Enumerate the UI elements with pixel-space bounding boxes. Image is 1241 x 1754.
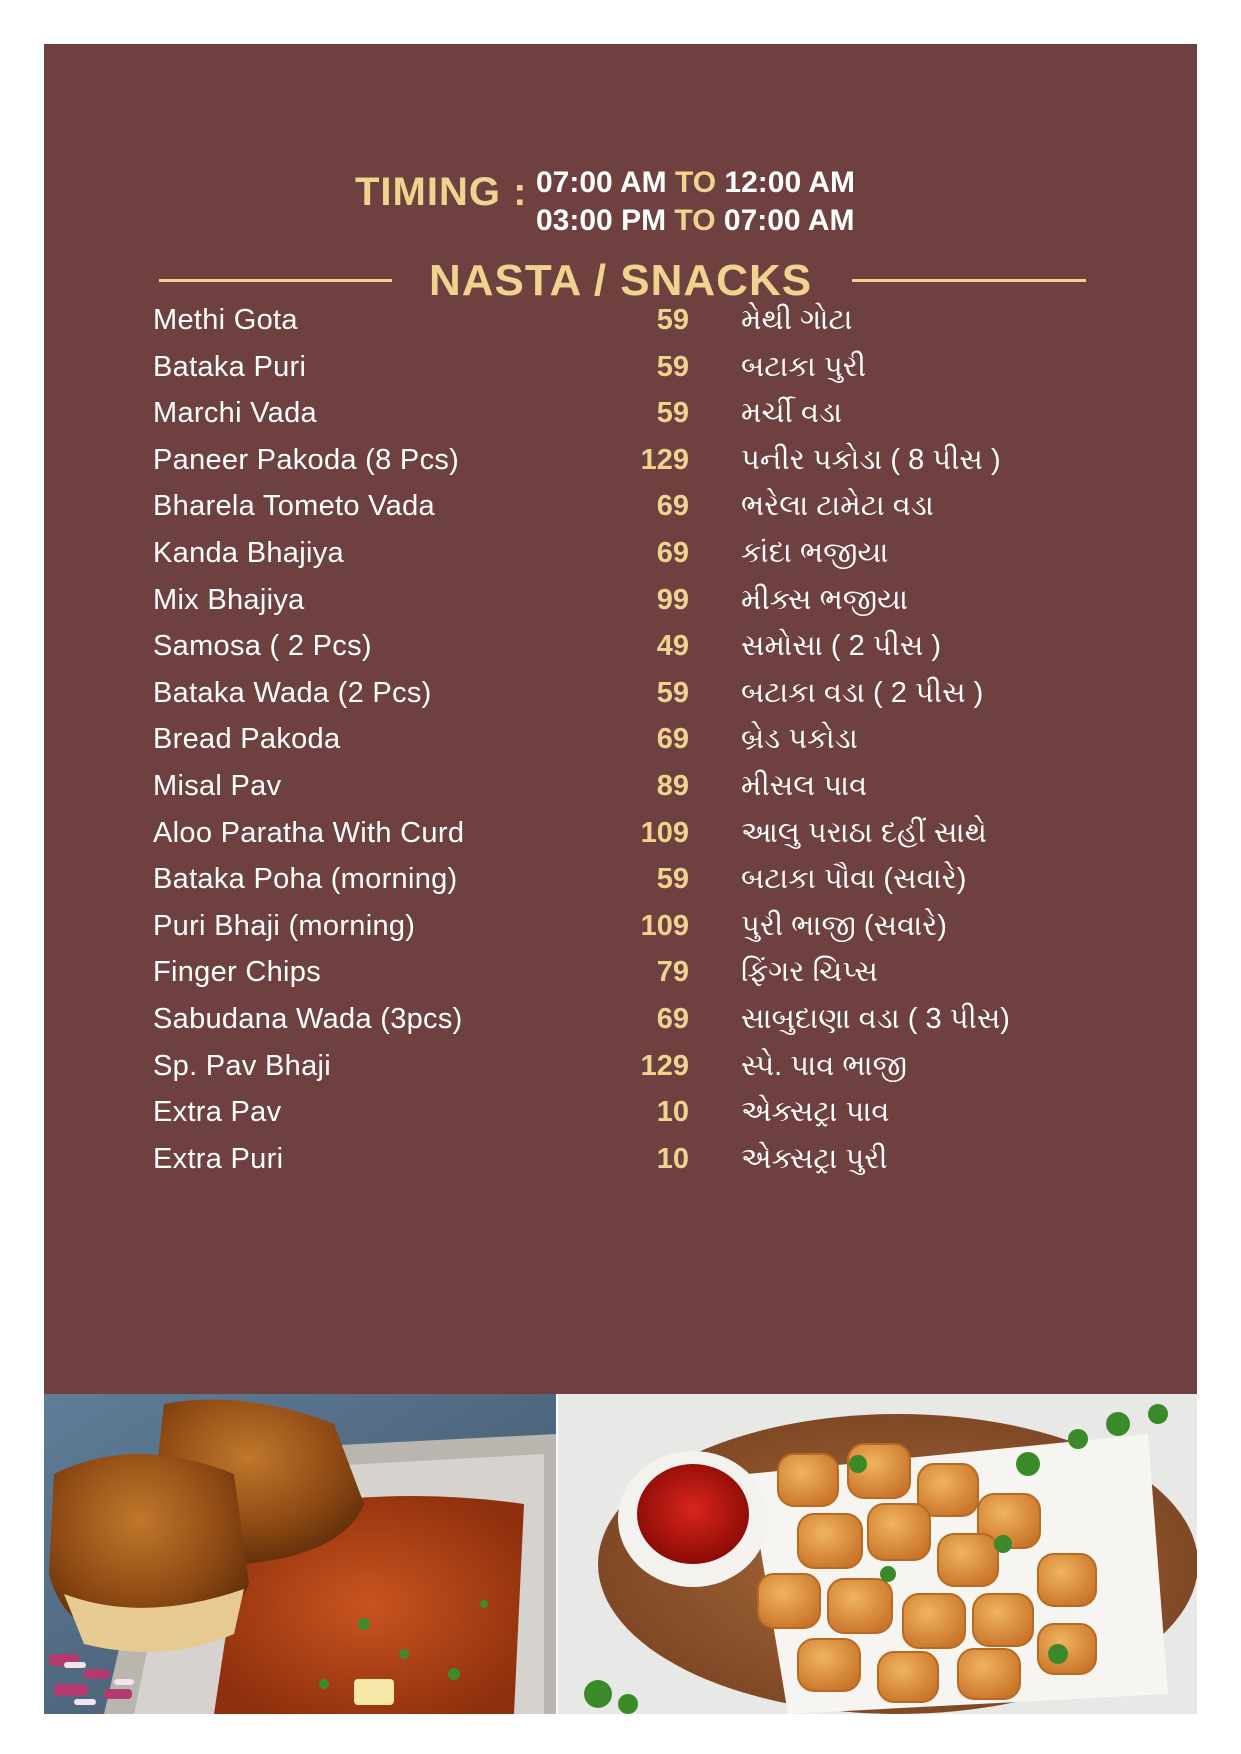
menu-item-price: 49 — [656, 630, 689, 663]
menu-item-price: 59 — [656, 676, 689, 709]
timing-slot-1 — [536, 164, 855, 202]
menu-item-price: 59 — [656, 863, 689, 896]
menu-item-price: 129 — [640, 443, 689, 476]
section-title: NASTA / SNACKS — [428, 256, 813, 305]
timing-slot-2-to: TO — [674, 204, 716, 237]
menu-item — [44, 1003, 1197, 1050]
menu-item-price: 59 — [656, 397, 689, 430]
menu-item-gujarati: એક્સટ્રા પાવ — [741, 1096, 890, 1129]
timing-slot-1-end: 12:00 AM — [724, 166, 856, 199]
menu-item-name: Kanda Bhajiya — [153, 537, 344, 569]
timing-label: TIMING : — [355, 170, 528, 214]
menu-item-price: 89 — [656, 770, 689, 802]
menu-item-gujarati: સ્પે. પાવ ભાજી — [741, 1049, 908, 1082]
menu-item — [44, 304, 1197, 351]
menu-item — [44, 397, 1197, 444]
menu-item-price: 79 — [656, 956, 689, 989]
menu-item-price: 129 — [640, 1049, 689, 1082]
menu-item-gujarati: કાંદા ભજીયા — [741, 537, 889, 569]
menu-item-name: Mix Bhajiya — [153, 583, 305, 616]
menu-item-gujarati: બટાકા પુરી — [741, 350, 867, 383]
timing-slot-1-to: TO — [674, 166, 717, 199]
menu-item-name: Sabudana Wada (3pcs) — [153, 1003, 463, 1035]
menu-item-name: Extra Puri — [153, 1142, 284, 1175]
menu-item-gujarati: બ્રેડ પકોડા — [741, 723, 858, 756]
menu-item — [44, 817, 1197, 864]
menu-item — [44, 910, 1197, 957]
menu-item — [44, 863, 1197, 910]
menu-item-price: 69 — [656, 537, 689, 569]
menu-item — [44, 723, 1197, 770]
menu-item-price: 69 — [656, 723, 689, 756]
menu-item-gujarati: પનીર પકોડા ( 8 પીસ ) — [741, 443, 1001, 476]
pav-bhaji-photo — [44, 1394, 556, 1714]
menu-item-price: 69 — [656, 1003, 689, 1035]
menu-item — [44, 537, 1197, 584]
menu-item-gujarati: પુરી ભાજી (સવારે) — [741, 909, 947, 942]
menu-item-name: Aloo Paratha With Curd — [153, 816, 465, 849]
food-photos — [44, 1394, 1197, 1714]
menu-item — [44, 1096, 1197, 1143]
menu-item — [44, 1143, 1197, 1190]
pav-bhaji-image — [44, 1394, 556, 1714]
menu-item-price: 10 — [656, 1096, 689, 1129]
menu-item-name: Methi Gota — [153, 304, 298, 336]
menu-item-price: 10 — [656, 1142, 689, 1175]
menu-item — [44, 444, 1197, 491]
menu-item-name: Extra Pav — [153, 1096, 282, 1129]
menu-item-gujarati: બટાકા વડા ( 2 પીસ ) — [741, 676, 984, 709]
menu-item-gujarati: મીસલ પાવ — [741, 770, 868, 802]
menu-item-gujarati: ભરેલા ટામેટા વડા — [741, 490, 934, 523]
menu-item-price: 59 — [656, 350, 689, 383]
timing-slot-2-start: 03:00 PM — [536, 204, 667, 237]
menu-item-name: Bharela Tometo Vada — [153, 490, 435, 523]
timing-slot-1-start: 07:00 AM — [536, 166, 667, 199]
title-divider-right — [852, 279, 1086, 282]
menu-item-price: 109 — [640, 909, 689, 942]
menu-item-gujarati: એક્સટ્રા પુરી — [741, 1142, 888, 1175]
menu-item-price: 109 — [640, 816, 689, 849]
menu-item — [44, 956, 1197, 1003]
menu-item — [44, 1050, 1197, 1097]
menu-item-name: Puri Bhaji (morning) — [153, 909, 416, 942]
menu-item-name: Finger Chips — [153, 956, 321, 989]
paneer-pakoda-photo — [558, 1394, 1197, 1714]
menu-item-name: Bataka Poha (morning) — [153, 863, 458, 896]
menu-item-gujarati: ફિંગર ચિપ્સ — [741, 956, 878, 989]
menu-item-price: 69 — [656, 490, 689, 523]
timing-slot-2-end: 07:00 AM — [723, 204, 855, 237]
menu-item — [44, 770, 1197, 817]
menu-item-name: Bread Pakoda — [153, 723, 341, 756]
menu-item-name: Marchi Vada — [153, 397, 317, 430]
menu-item — [44, 490, 1197, 537]
menu-item-name: Samosa ( 2 Pcs) — [153, 630, 372, 663]
menu-item-gujarati: આલુ પરાઠા દહીં સાથે — [741, 816, 987, 849]
paneer-pakoda-image — [558, 1394, 1197, 1714]
menu-item-gujarati: મીક્સ ભજીયા — [741, 583, 909, 616]
menu-item-gujarati: મર્ચી વડા — [741, 397, 843, 430]
timing-slot-2 — [536, 202, 855, 240]
timing-block — [44, 164, 1197, 244]
menu-item-name: Sp. Pav Bhaji — [153, 1049, 331, 1082]
menu-item-price: 99 — [656, 583, 689, 616]
menu-item-name: Bataka Puri — [153, 350, 307, 383]
menu-item-price: 59 — [656, 304, 689, 336]
menu-item-gujarati: મેથી ગોટા — [741, 304, 853, 336]
menu-item-name: Paneer Pakoda (8 Pcs) — [153, 443, 460, 476]
menu-item-name: Misal Pav — [153, 770, 282, 802]
menu-item-gujarati: સમોસા ( 2 પીસ ) — [741, 630, 942, 663]
menu-item — [44, 677, 1197, 724]
timing-slots — [536, 164, 855, 240]
menu-item — [44, 584, 1197, 631]
menu-item-gujarati: બટાકા પૌવા (સવારે) — [741, 863, 967, 896]
menu-item — [44, 630, 1197, 677]
menu-panel — [44, 44, 1197, 1394]
menu-item-name: Bataka Wada (2 Pcs) — [153, 676, 432, 709]
menu-item-gujarati: સાબુદાણા વડા ( 3 પીસ) — [741, 1003, 1010, 1035]
menu-item — [44, 351, 1197, 398]
